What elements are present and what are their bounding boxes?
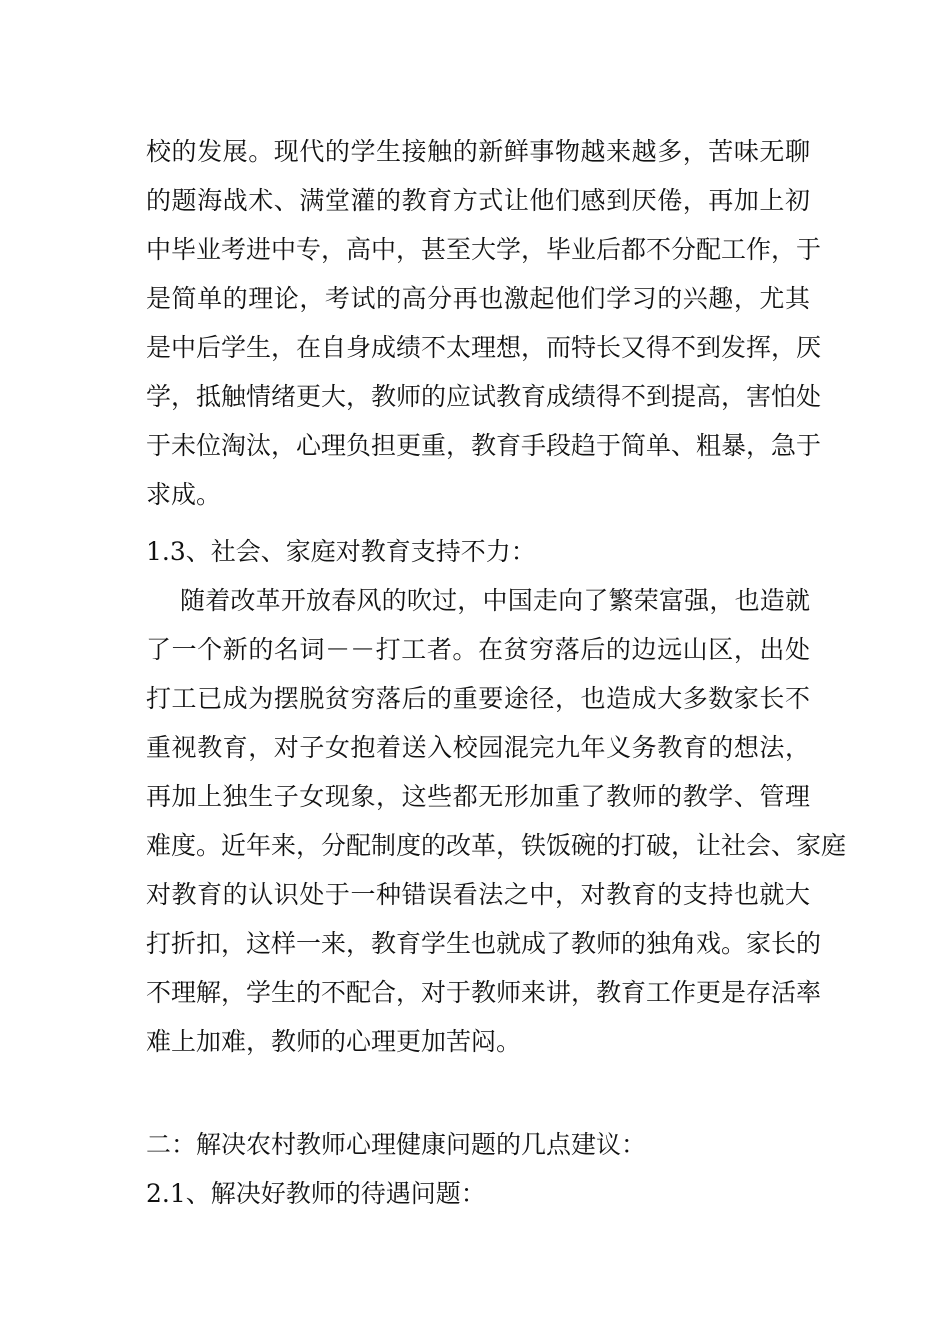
paragraph-school-development (146, 127, 822, 519)
section-heading-2: 二：解决农村教师心理健康问题的几点建议： (146, 1130, 647, 1159)
paragraph-line: 了一个新的名词－－打工者。在贫穷落后的边远山区，出处 (146, 635, 810, 664)
paragraph-line: 不理解，学生的不配合，对于教师来讲，教育工作更是存活率 (146, 978, 822, 1007)
paragraph-line: 打工已成为摆脱贫穷落后的重要途径，也造成大多数家长不 (146, 684, 810, 713)
paragraph-line: 是中后学生，在自身成绩不太理想，而特长又得不到发挥，厌 (146, 333, 822, 362)
paragraph-line: 于未位淘汰，心理负担更重，教育手段趋于简单、粗暴，急于 (146, 431, 822, 460)
paragraph-line: 对教育的认识处于一种错误看法之中，对教育的支持也就大 (146, 880, 810, 909)
section-heading-1-3: 1.3、社会、家庭对教育支持不力： (146, 537, 536, 566)
paragraph-line: 中毕业考进中专，高中，甚至大学，毕业后都不分配工作，于 (146, 235, 822, 264)
paragraph-line: 的题海战术、满堂灌的教育方式让他们感到厌倦，再加上初 (146, 186, 810, 215)
paragraph-line: 是简单的理论，考试的高分再也激起他们学习的兴趣，尤其 (146, 284, 810, 313)
paragraph-line: 随着改革开放春风的吹过，中国走向了繁荣富强，也造就 (180, 586, 810, 615)
paragraph-line: 难上加难，教师的心理更加苦闷。 (146, 1027, 522, 1056)
section-heading-2-1: 2.1、解决好教师的待遇问题： (146, 1179, 486, 1208)
paragraph-line: 再加上独生子女现象，这些都无形加重了教师的教学、管理 (146, 782, 810, 811)
paragraph-line: 学，抵触情绪更大，教师的应试教育成绩得不到提高，害怕处 (146, 382, 822, 411)
paragraph-line: 求成。 (146, 480, 222, 509)
paragraph-line: 重视教育，对子女抱着送入校园混完九年义务教育的想法， (146, 733, 810, 762)
paragraph-line: 校的发展。现代的学生接触的新鲜事物越来越多，苦味无聊 (146, 137, 810, 166)
paragraph-line: 打折扣，这样一来，教育学生也就成了教师的独角戏。家长的 (146, 929, 822, 958)
paragraph-social-family-support (146, 576, 847, 1066)
paragraph-line: 难度。近年来，分配制度的改革，铁饭碗的打破，让社会、家庭 (146, 831, 847, 860)
